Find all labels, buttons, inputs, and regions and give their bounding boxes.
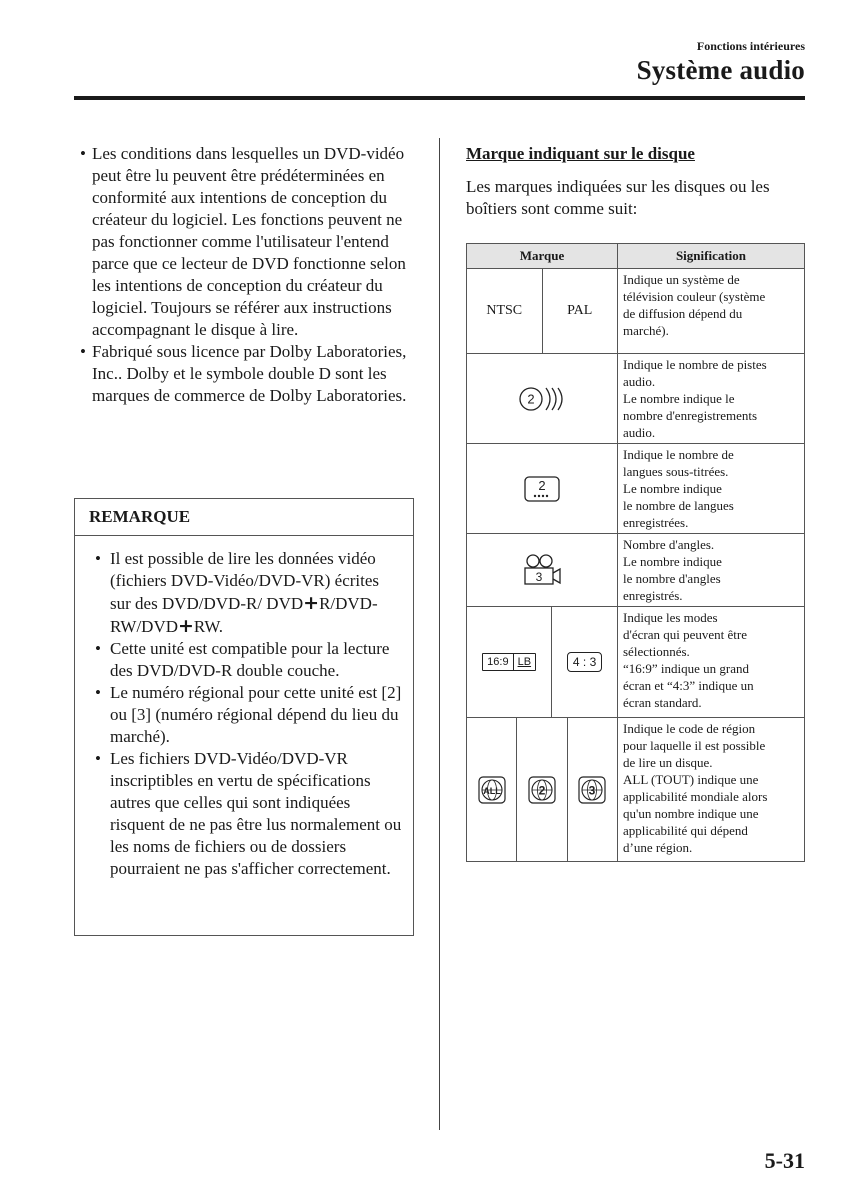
- plus-icon: +: [178, 615, 194, 637]
- table-header-row: [467, 244, 805, 269]
- subtitles-icon: [523, 475, 561, 503]
- page-number: 5-31: [764, 1148, 805, 1173]
- meaning-cell: Indique le code de région pour laquelle il est possible de lire un disque. ALL (TOUT) indique une applicabilité mondiale alors qu'un nombre indique une applicabilité qui dépend d’une région.: [618, 718, 805, 862]
- note-box: [74, 498, 414, 936]
- table-row: [467, 534, 805, 607]
- meaning-cell: Indique les modes d'écran qui peuvent être sélectionnés. “16:9” indique un grand écran et “4:3” indique un écran standard.: [618, 607, 805, 718]
- page-title: Système audio: [636, 55, 805, 85]
- region-all-label: ALL: [482, 785, 501, 796]
- column-header: Signification: [618, 244, 805, 269]
- note-title: REMARQUE: [75, 499, 413, 536]
- mark-pal: PAL: [542, 269, 618, 353]
- table-row: [467, 718, 805, 862]
- meaning-cell: Indique un système de télévision couleur (système de diffusion dépend du marché).: [618, 269, 805, 354]
- list-item: • Il est possible de lire les données vidéo (fichiers DVD-Vidéo/DVD-VR) écrites sur des DVD/DVD-R/ DVD+R/DVD-RW/DVD+RW.: [95, 549, 380, 637]
- mark-cell: [467, 607, 618, 718]
- disc-marks-table: [466, 243, 805, 862]
- header-rule: [74, 96, 805, 100]
- audio-tracks-icon: [517, 383, 567, 415]
- aspect-16-9-icon: 16:9 LB: [482, 653, 536, 671]
- mark-cell: [467, 718, 618, 862]
- region-2-icon: [528, 776, 556, 804]
- mark-ntsc: NTSC: [486, 303, 523, 318]
- mark-cell: [467, 534, 618, 607]
- table-row: [467, 354, 805, 444]
- mark-cell: [467, 354, 618, 444]
- left-column: [80, 143, 415, 407]
- list-item: • Le numéro régional pour cette unité est [2] ou [3] (numéro régional dépend du lieu du marché).: [95, 683, 402, 746]
- note-body: [75, 536, 413, 880]
- camera-angles-icon: [522, 553, 562, 587]
- header-section: Fonctions intérieures: [696, 39, 805, 53]
- table-row: [467, 444, 805, 534]
- region-2-label: 2: [538, 783, 546, 797]
- list-item: • Les fichiers DVD-Vidéo/DVD-VR inscriptibles en vertu de spécifications autres que celles qui sont indiquées risquent de ne pas être lus normalement ou les noms de fichiers ou de dossiers pourraient ne pas s'afficher correctement.: [95, 749, 402, 878]
- list-item: • Fabriqué sous licence par Dolby Laboratories, Inc.. Dolby et le symbole double D sont les marques de commerce de Dolby Laboratories.: [80, 342, 407, 405]
- mark-cell: [467, 269, 618, 354]
- plus-icon: +: [303, 592, 320, 614]
- column-divider: [439, 138, 440, 1130]
- camera-angles-number: 3: [535, 570, 543, 584]
- audio-tracks-number: 2: [527, 391, 535, 406]
- list-item: • Cette unité est compatible pour la lecture des DVD/DVD-R double couche.: [95, 639, 390, 680]
- right-column: [466, 143, 806, 220]
- table-row: [467, 269, 805, 354]
- meaning-cell: Indique le nombre de pistes audio. Le nombre indique le nombre d'enregistrements audio.: [618, 354, 805, 444]
- region-3-label: 3: [588, 783, 596, 797]
- section-intro: Les marques indiquées sur les disques ou les boîtiers sont comme suit:: [466, 177, 770, 218]
- aspect-4-3-icon: 4 : 3: [567, 652, 602, 672]
- mark-cell: [467, 444, 618, 534]
- region-all-icon: [478, 776, 506, 804]
- column-header: Marque: [467, 244, 618, 269]
- section-heading: Marque indiquant sur le disque: [466, 144, 695, 163]
- list-item: • Les conditions dans lesquelles un DVD-vidéo peut être lu peuvent être prédéterminées en conformité aux intentions de conception du créateur du logiciel. Les fonctions peuvent ne pas fonctionner comme l'utilisateur l'entend parce que ce lecteur de DVD fonctionne selon les intentions de conception du créateur du logiciel. Toujours se référer aux instructions accompagnant le disque à lire.: [80, 144, 406, 339]
- region-3-icon: [578, 776, 606, 804]
- meaning-cell: Nombre d'angles. Le nombre indique le nombre d'angles enregistrés.: [618, 534, 805, 607]
- subtitles-number: 2: [538, 477, 546, 493]
- table-row: [467, 607, 805, 718]
- meaning-cell: Indique le nombre de langues sous-titrées. Le nombre indique le nombre de langues enregistrées.: [618, 444, 805, 534]
